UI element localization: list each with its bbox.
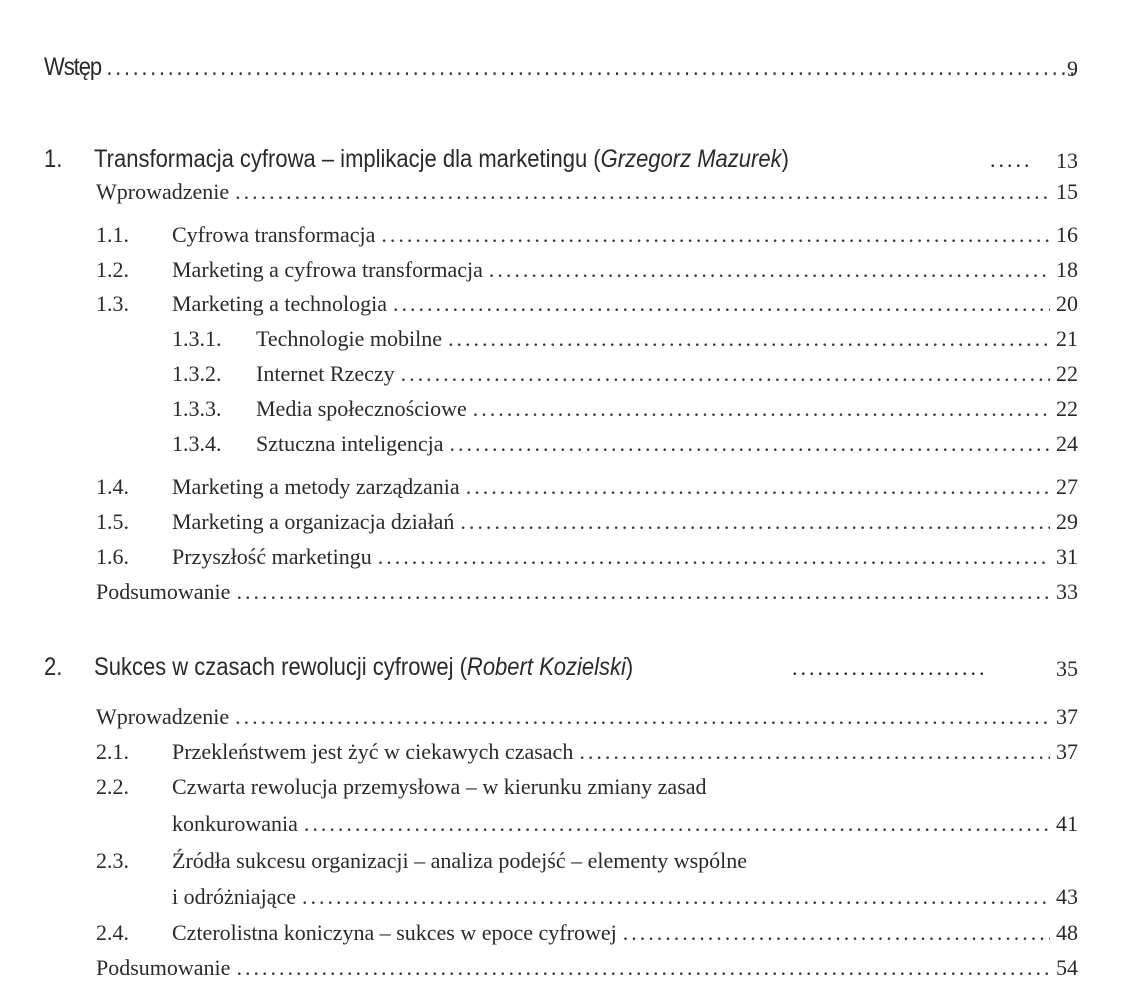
- dot-leader: [235, 178, 1050, 206]
- dot-leader: [106, 52, 1074, 82]
- toc-entry[interactable]: [172, 883, 1078, 911]
- entry-title: Media społecznościowe: [256, 396, 467, 421]
- toc-entry[interactable]: [96, 578, 1078, 606]
- toc-entry[interactable]: [96, 738, 1078, 766]
- dot-leader: [381, 221, 1050, 249]
- entry-title: Marketing a cyfrowa transformacja: [172, 257, 483, 282]
- entry-page-number: 29: [1056, 509, 1078, 534]
- entry-title: i odróżniające: [172, 884, 296, 909]
- entry-title: Przyszłość marketingu: [172, 544, 372, 569]
- toc-entry[interactable]: [96, 178, 1078, 206]
- dot-leader: [401, 360, 1050, 388]
- entry-title: Technologie mobilne: [256, 326, 443, 351]
- toc-entry[interactable]: [172, 325, 1078, 353]
- entry-title: Internet Rzeczy: [256, 361, 395, 386]
- entry-title: Wprowadzenie: [96, 179, 230, 204]
- entry-title: Sztuczna inteligencja: [256, 431, 444, 456]
- entry-page-number: 21: [1056, 326, 1078, 351]
- entry-page-number: 48: [1056, 920, 1078, 945]
- entry-title: Wstęp: [44, 53, 102, 81]
- entry-page-number: 22: [1056, 361, 1078, 386]
- dot-leader: [460, 508, 1050, 536]
- entry-page-number: 9: [1067, 56, 1078, 81]
- entry-page-number: 22: [1056, 396, 1078, 421]
- toc-entry[interactable]: [172, 360, 1078, 388]
- entry-number: 2.1.: [96, 739, 129, 764]
- entry-number: 1.4.: [96, 474, 129, 499]
- dot-leader: [489, 256, 1050, 284]
- chapter-author: Grzegorz Mazurek: [600, 145, 782, 173]
- toc-entry[interactable]: [96, 290, 1078, 318]
- chapter-number: 2.: [44, 653, 63, 681]
- dot-leader: [466, 473, 1050, 501]
- entry-number: 1.2.: [96, 257, 129, 282]
- chapter-1-heading[interactable]: [44, 144, 789, 174]
- entry-title: Marketing a technologia: [172, 291, 388, 316]
- entry-page-number: 43: [1056, 884, 1078, 909]
- toc-entry-intro[interactable]: [44, 52, 1080, 82]
- dot-leader: [473, 395, 1050, 423]
- dot-leader: [393, 290, 1050, 318]
- entry-page-number: 41: [1056, 811, 1078, 836]
- entry-title: Cyfrowa transformacja: [172, 222, 376, 247]
- dot-leader: [235, 703, 1050, 731]
- toc-entry[interactable]: [172, 430, 1078, 458]
- chapter-page-number: 13: [1056, 148, 1078, 173]
- toc-entry[interactable]: [96, 256, 1078, 284]
- chapter-page-number: 35: [1056, 656, 1078, 681]
- entry-page-number: 33: [1056, 579, 1078, 604]
- dot-leader: [378, 543, 1050, 571]
- entry-number: 1.3.: [96, 291, 129, 316]
- entry-title: konkurowania: [172, 811, 298, 836]
- chapter-title: Sukces w czasach rewolucji cyfrowej (: [94, 653, 467, 681]
- entry-number: 1.5.: [96, 509, 129, 534]
- entry-number: 2.4.: [96, 920, 129, 945]
- entry-title: Przekleństwem jest żyć w ciekawych czasach: [172, 739, 574, 764]
- chapter-title: Transformacja cyfrowa – implikacje dla marketingu (: [94, 145, 601, 173]
- entry-title-line1: Źródła sukcesu organizacji – analiza podejść – elementy wspólne: [172, 848, 748, 873]
- dot-leader: [448, 325, 1050, 353]
- dot-leader: [304, 810, 1050, 838]
- toc-entry[interactable]: [96, 954, 1078, 982]
- entry-page-number: 54: [1056, 955, 1078, 980]
- entry-page-number: 16: [1056, 222, 1078, 247]
- entry-page-number: 20: [1056, 291, 1078, 316]
- entry-number: 1.1.: [96, 222, 129, 247]
- toc-entry[interactable]: [96, 543, 1078, 571]
- toc-entry[interactable]: [96, 473, 1078, 501]
- chapter-title-close: ): [625, 653, 634, 681]
- entry-page-number: 27: [1056, 474, 1078, 499]
- dot-leader: [623, 919, 1050, 947]
- toc-entry-line1[interactable]: [96, 773, 707, 801]
- toc-entry[interactable]: [96, 703, 1078, 731]
- toc-entry[interactable]: [96, 221, 1078, 249]
- entry-number: 2.3.: [96, 848, 129, 873]
- toc-entry[interactable]: [96, 919, 1078, 947]
- toc-entry[interactable]: [96, 508, 1078, 536]
- entry-title-line1: Czwarta rewolucja przemysłowa – w kierunku zmiany zasad: [172, 774, 707, 799]
- dot-leader: [579, 738, 1050, 766]
- dot-leader: .......................: [792, 655, 988, 680]
- dot-leader: [450, 430, 1050, 458]
- toc-entry[interactable]: [172, 395, 1078, 423]
- chapter-author: Robert Kozielski: [466, 653, 626, 681]
- chapter-title-close: ): [781, 145, 789, 173]
- entry-page-number: 37: [1056, 739, 1078, 764]
- entry-page-number: 31: [1056, 544, 1078, 569]
- entry-number: 1.3.3.: [172, 396, 222, 421]
- entry-title: Podsumowanie: [96, 955, 231, 980]
- entry-number: 2.2.: [96, 774, 129, 799]
- entry-page-number: 37: [1056, 704, 1078, 729]
- entry-page-number: 24: [1056, 431, 1078, 456]
- chapter-2-heading[interactable]: [44, 652, 633, 682]
- toc-entry[interactable]: [172, 810, 1078, 838]
- entry-page-number: 18: [1056, 257, 1078, 282]
- toc-entry-line1[interactable]: [96, 847, 747, 875]
- dot-leader: [236, 578, 1050, 606]
- entry-number: 1.3.1.: [172, 326, 222, 351]
- chapter-number: 1.: [44, 145, 63, 173]
- entry-title: Marketing a metody zarządzania: [172, 474, 460, 499]
- entry-number: 1.3.4.: [172, 431, 222, 456]
- entry-page-number: 15: [1056, 179, 1078, 204]
- entry-number: 1.6.: [96, 544, 129, 569]
- dot-leader: [302, 883, 1050, 911]
- dot-leader: .....: [990, 147, 1033, 172]
- entry-title: Podsumowanie: [96, 579, 231, 604]
- entry-title: Marketing a organizacja działań: [172, 509, 455, 534]
- entry-title: Czterolistna koniczyna – sukces w epoce cyfrowej: [172, 920, 617, 945]
- entry-title: Wprowadzenie: [96, 704, 230, 729]
- dot-leader: [236, 954, 1050, 982]
- entry-number: 1.3.2.: [172, 361, 222, 386]
